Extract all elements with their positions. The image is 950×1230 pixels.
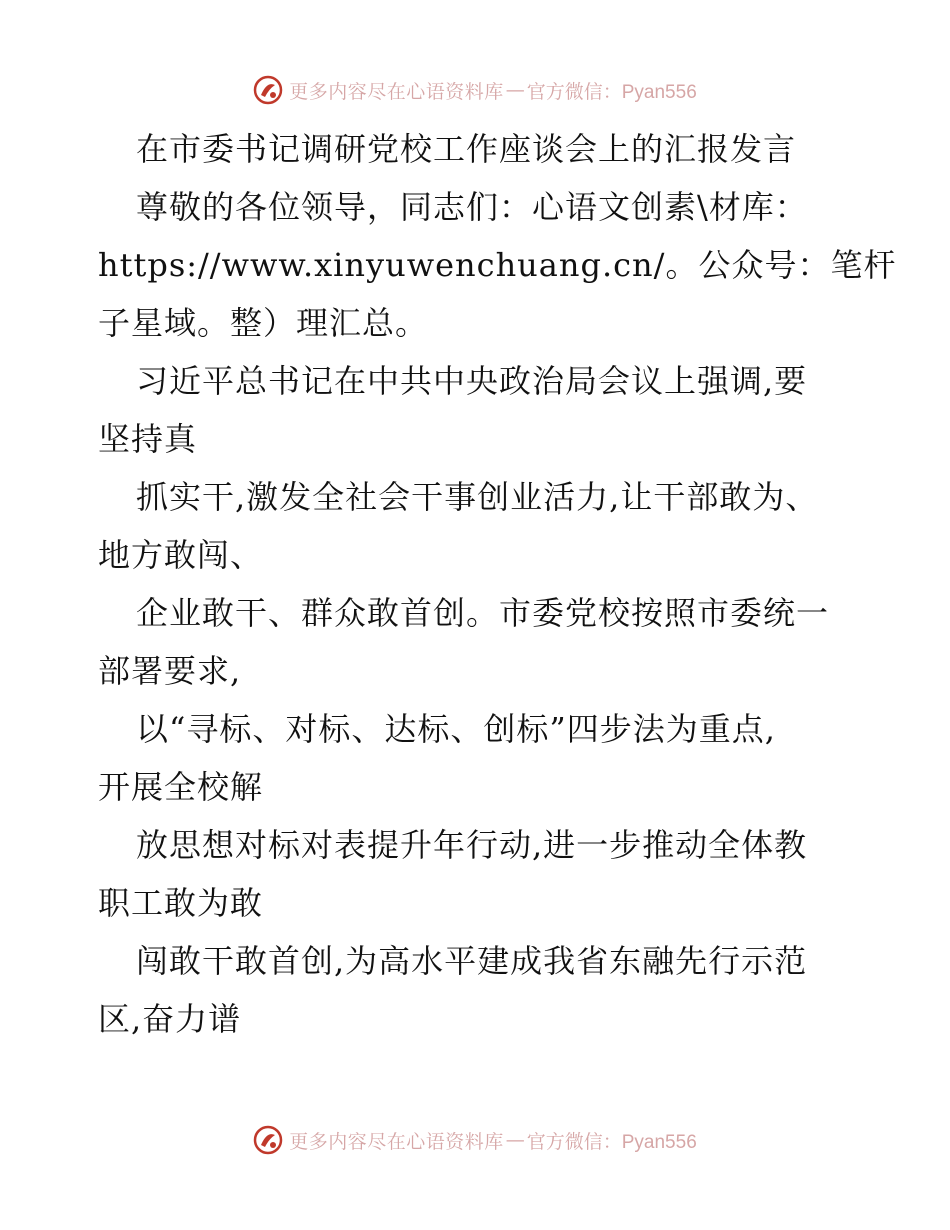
document-line: 开展全校解 [98, 768, 264, 806]
banner-site-text: 更多内容尽在心语资料库 [289, 1130, 504, 1153]
banner-wechat-text: 官方微信：Pyan556 [526, 1131, 697, 1153]
document-line: 地方敢闯、 [98, 536, 264, 574]
document-line: 子星域。整）理汇总。 [98, 304, 429, 342]
document-line: 区,奋力谱 [98, 1000, 242, 1038]
header-banner [0, 70, 950, 110]
document-line: 坚持真 [98, 420, 198, 458]
document-title: 在市委书记调研党校工作座谈会上的汇报发言 [136, 130, 797, 168]
logo-icon [253, 1125, 283, 1155]
document-line: 职工敢为敢 [98, 884, 264, 922]
document-line: 以“寻标、对标、达标、创标”四步法为重点, [136, 710, 776, 748]
banner-separator: — [505, 79, 525, 101]
document-line: https://www.xinyuwenchuang.cn/。公众号：笔杆 [98, 246, 897, 284]
document-line: 习近平总书记在中共中央政治局会议上强调,要 [136, 362, 808, 400]
document-line: 抓实干,激发全社会干事创业活力,让干部敢为、 [136, 478, 819, 516]
document-line: 部署要求, [98, 652, 242, 690]
document-line: 尊敬的各位领导，同志们：心语文创素\材库： [136, 188, 808, 226]
logo-icon [253, 75, 283, 105]
document-line: 闯敢干敢首创,为高水平建成我省东融先行示范 [136, 942, 808, 980]
document-body [98, 120, 897, 1048]
banner-separator: — [505, 1129, 525, 1151]
document-line: 放思想对标对表提升年行动,进一步推动全体教 [136, 826, 808, 864]
footer-banner [0, 1120, 950, 1160]
document-line: 企业敢干、群众敢首创。市委党校按照市委统一 [136, 594, 830, 632]
banner-site-text: 更多内容尽在心语资料库 [289, 80, 504, 103]
banner-wechat-text: 官方微信：Pyan556 [526, 81, 697, 103]
